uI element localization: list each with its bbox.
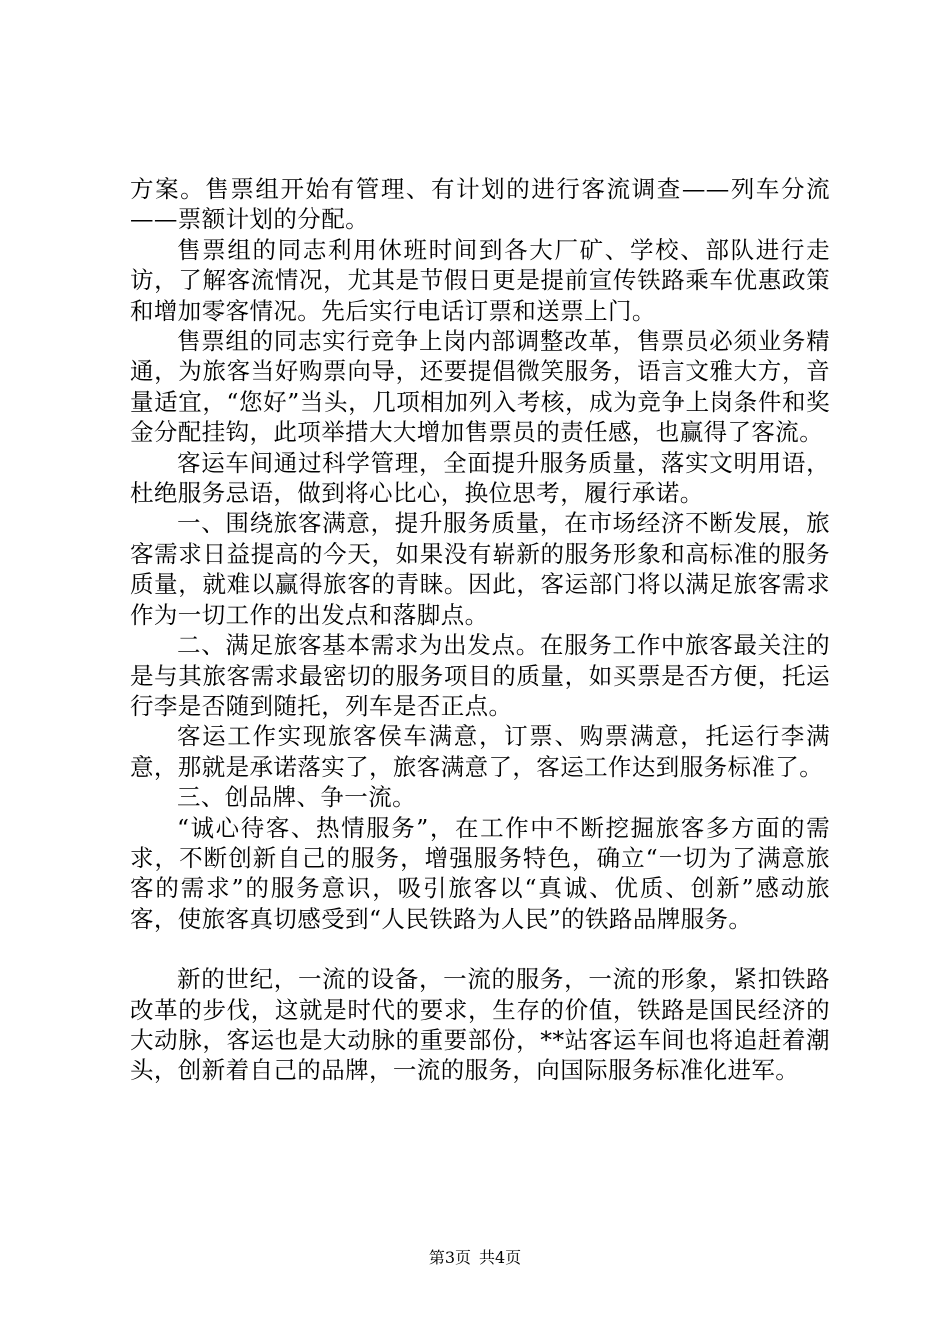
page-number: 第3页 bbox=[428, 1248, 471, 1267]
paragraph-10: 新的世纪，一流的设备，一流的服务，一流的形象，紧扣铁路改革的步伐，这就是时代的要求，生存的价值，铁路是国民经济的大动脉，客运也是大动脉的重要部份，**站客运车间也将追赶着潮头，创新着自己的品牌，一流的服务，向国际服务标准化进军。 bbox=[130, 965, 830, 1085]
paragraph-6: 二、满足旅客基本需求为出发点。在服务工作中旅客最关注的是与其旅客需求最密切的服务项目的质量，如买票是否方便，托运行李是否随到随托，列车是否正点。 bbox=[130, 631, 830, 720]
paragraph-2: 售票组的同志利用休班时间到各大厂矿、学校、部队进行走访，了解客流情况，尤其是节假日更是提前宣传铁路乘车优惠政策和增加零客情况。先后实行电话订票和送票上门。 bbox=[130, 235, 830, 325]
paragraph-8: 三、创品牌、争一流。 bbox=[177, 783, 416, 812]
paragraph-9: “诚心待客、热情服务”，在工作中不断挖掘旅客多方面的需求，不断创新自己的服务，增强服务特色，确立“一切为了满意旅客的需求”的服务意识，吸引旅客以“真诚、优质、创新”感动旅客，使旅客真切感受到“人民铁路为人民”的铁路品牌服务。 bbox=[130, 813, 830, 933]
paragraph-gap bbox=[130, 934, 830, 964]
paragraph-7: 客运工作实现旅客侯车满意，订票、购票满意，托运行李满意，那就是承诺落实了，旅客满意了，客运工作达到服务标准了。 bbox=[130, 722, 830, 781]
paragraph-1: 方案。售票组开始有管理、有计划的进行客流调查——列车分流——票额计划的分配。 bbox=[130, 175, 830, 234]
paragraph-4: 客运车间通过科学管理，全面提升服务质量，落实文明用语，杜绝服务忌语，做到将心比心，换位思考，履行承诺。 bbox=[130, 448, 830, 508]
page-total: 共4页 bbox=[479, 1248, 522, 1267]
paragraph-5: 一、围绕旅客满意，提升服务质量，在市场经济不断发展，旅客需求日益提高的今天，如果没有崭新的服务形象和高标准的服务质量，就难以赢得旅客的青睐。因此，客运部门将以满足旅客需求作为一切工作的出发点和落脚点。 bbox=[130, 509, 830, 629]
paragraph-3: 售票组的同志实行竞争上岗内部调整改革，售票员必须业务精通，为旅客当好购票向导，还要提倡微笑服务，语言文雅大方，音量适宜，“您好”当头，几项相加列入考核，成为竞争上岗条件和奖金分配挂钩，此项举措大大增加售票员的责任感，也赢得了客流。 bbox=[130, 327, 830, 447]
body-text bbox=[130, 174, 830, 1086]
page-footer bbox=[0, 1248, 950, 1268]
